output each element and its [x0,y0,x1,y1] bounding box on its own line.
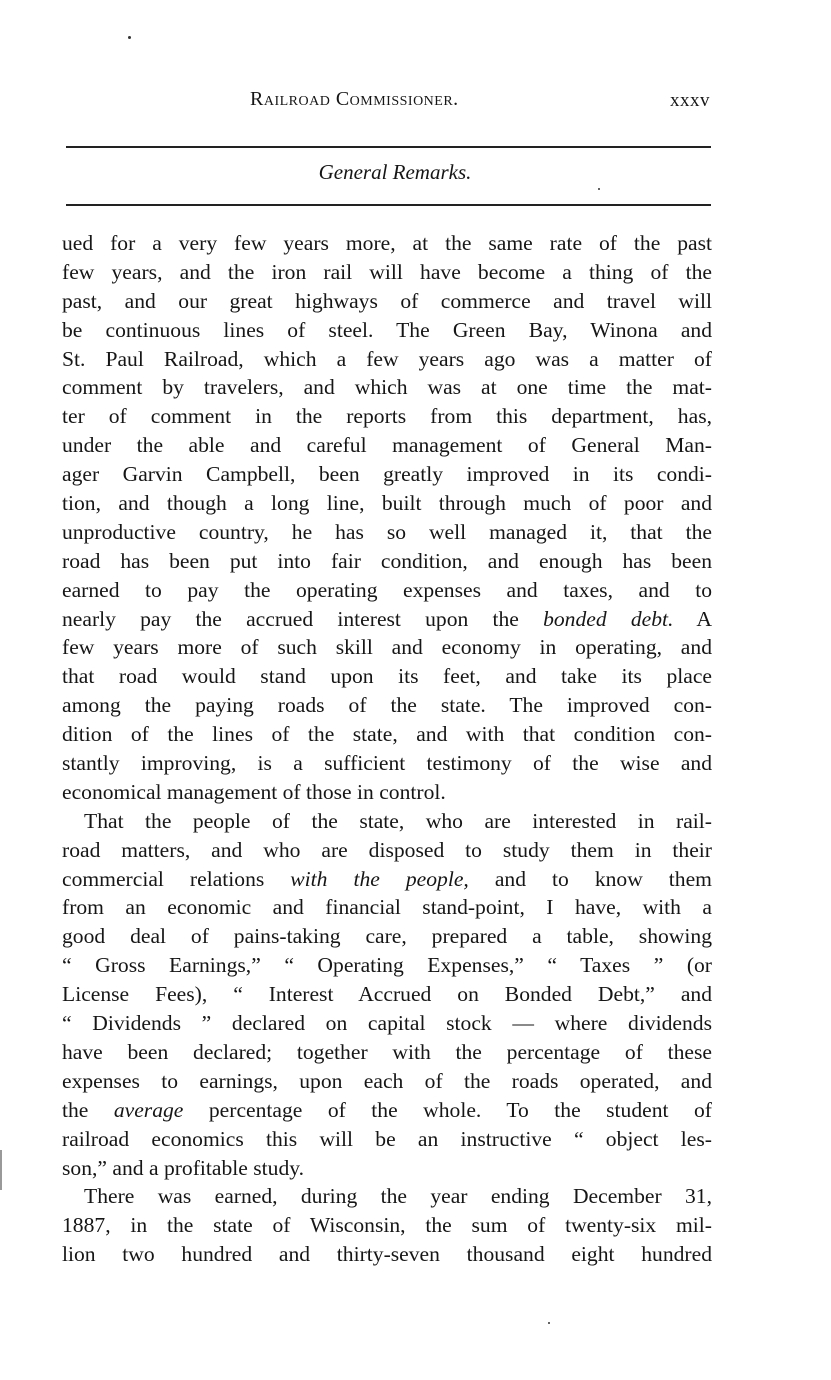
text-line: expenses to earnings, upon each of the roads operated, and [62,1068,712,1093]
text-line: be continuous lines of steel. The Green Bay, Winona and [62,317,712,342]
page-number: xxxv [670,90,710,111]
text-line: License Fees), “ Interest Accrued on Bonded Debt,” and [62,982,712,1007]
text-line: road has been put into fair condition, and enough has been [62,548,712,573]
text-line: that road would stand upon its feet, and take its place [62,664,712,689]
text-line: few years more of such skill and economy in operating, and [62,635,712,660]
text-line: There was earned, during the year ending December 31, [84,1184,712,1209]
text-line: unproductive country, he has so well managed it, that the [62,519,712,544]
text-line: “ Dividends ” declared on capital stock — where dividends [62,1011,712,1036]
text-line: comment by travelers, and which was at one time the mat- [62,375,712,400]
text-line: good deal of pains-taking care, prepared a table, showing [62,924,712,949]
text-line: “ Gross Earnings,” “ Operating Expenses,” “ Taxes ” (or [62,953,712,978]
text-line: have been declared; together with the percentage of these [62,1039,712,1064]
text-line: 1887, in the state of Wisconsin, the sum of twenty-six mil- [62,1213,712,1238]
text-line: under the able and careful management of General Man- [62,433,712,458]
paragraph [62,229,712,807]
text-line: commercial relations with the people, and to know them [62,866,712,891]
print-speck [128,36,131,39]
text-line: son,” and a profitable study. [62,1155,305,1180]
body-text [62,229,712,1269]
text-line: from an economic and financial stand-point, I have, with a [62,895,712,920]
running-title: Railroad Commissioner. [250,88,459,110]
text-line: nearly pay the accrued interest upon the bonded debt. A [62,606,712,631]
print-speck [548,1322,550,1324]
text-line: earned to pay the operating expenses and taxes, and to [62,577,712,602]
text-line: the average percentage of the whole. To the student of [62,1097,712,1122]
text-line: dition of the lines of the state, and with that condition con- [62,722,712,747]
section-title: General Remarks. [318,160,472,184]
text-line: past, and our great highways of commerce and travel will [62,288,712,313]
text-line: ter of comment in the reports from this department, has, [62,404,712,429]
text-line: road matters, and who are disposed to study them in their [62,837,712,862]
text-line: ager Garvin Campbell, been greatly improved in its condi- [62,462,712,487]
text-line: railroad economics this will be an instructive “ object les- [62,1126,712,1151]
page-header [62,88,710,118]
text-line: stantly improving, is a sufficient testimony of the wise and [62,751,712,776]
text-line: among the paying roads of the state. The improved con- [62,693,712,718]
page-edge-mark [0,1150,2,1190]
text-line: ued for a very few years more, at the same rate of the past [62,231,712,255]
paragraph [62,807,712,1183]
text-line: economical management of those in control. [62,779,446,804]
paragraph [62,1182,712,1269]
text-line: St. Paul Railroad, which a few years ago was a matter of [62,346,712,371]
print-speck [598,188,600,190]
text-line: That the people of the state, who are interested in rail- [84,808,712,833]
text-line: tion, and though a long line, built through much of poor and [62,491,712,516]
header-rule-bottom [66,204,711,206]
text-line: few years, and the iron rail will have become a thing of the [62,259,712,284]
text-line: lion two hundred and thirty-seven thousand eight hundred [62,1242,712,1267]
header-rule-top [66,146,711,148]
